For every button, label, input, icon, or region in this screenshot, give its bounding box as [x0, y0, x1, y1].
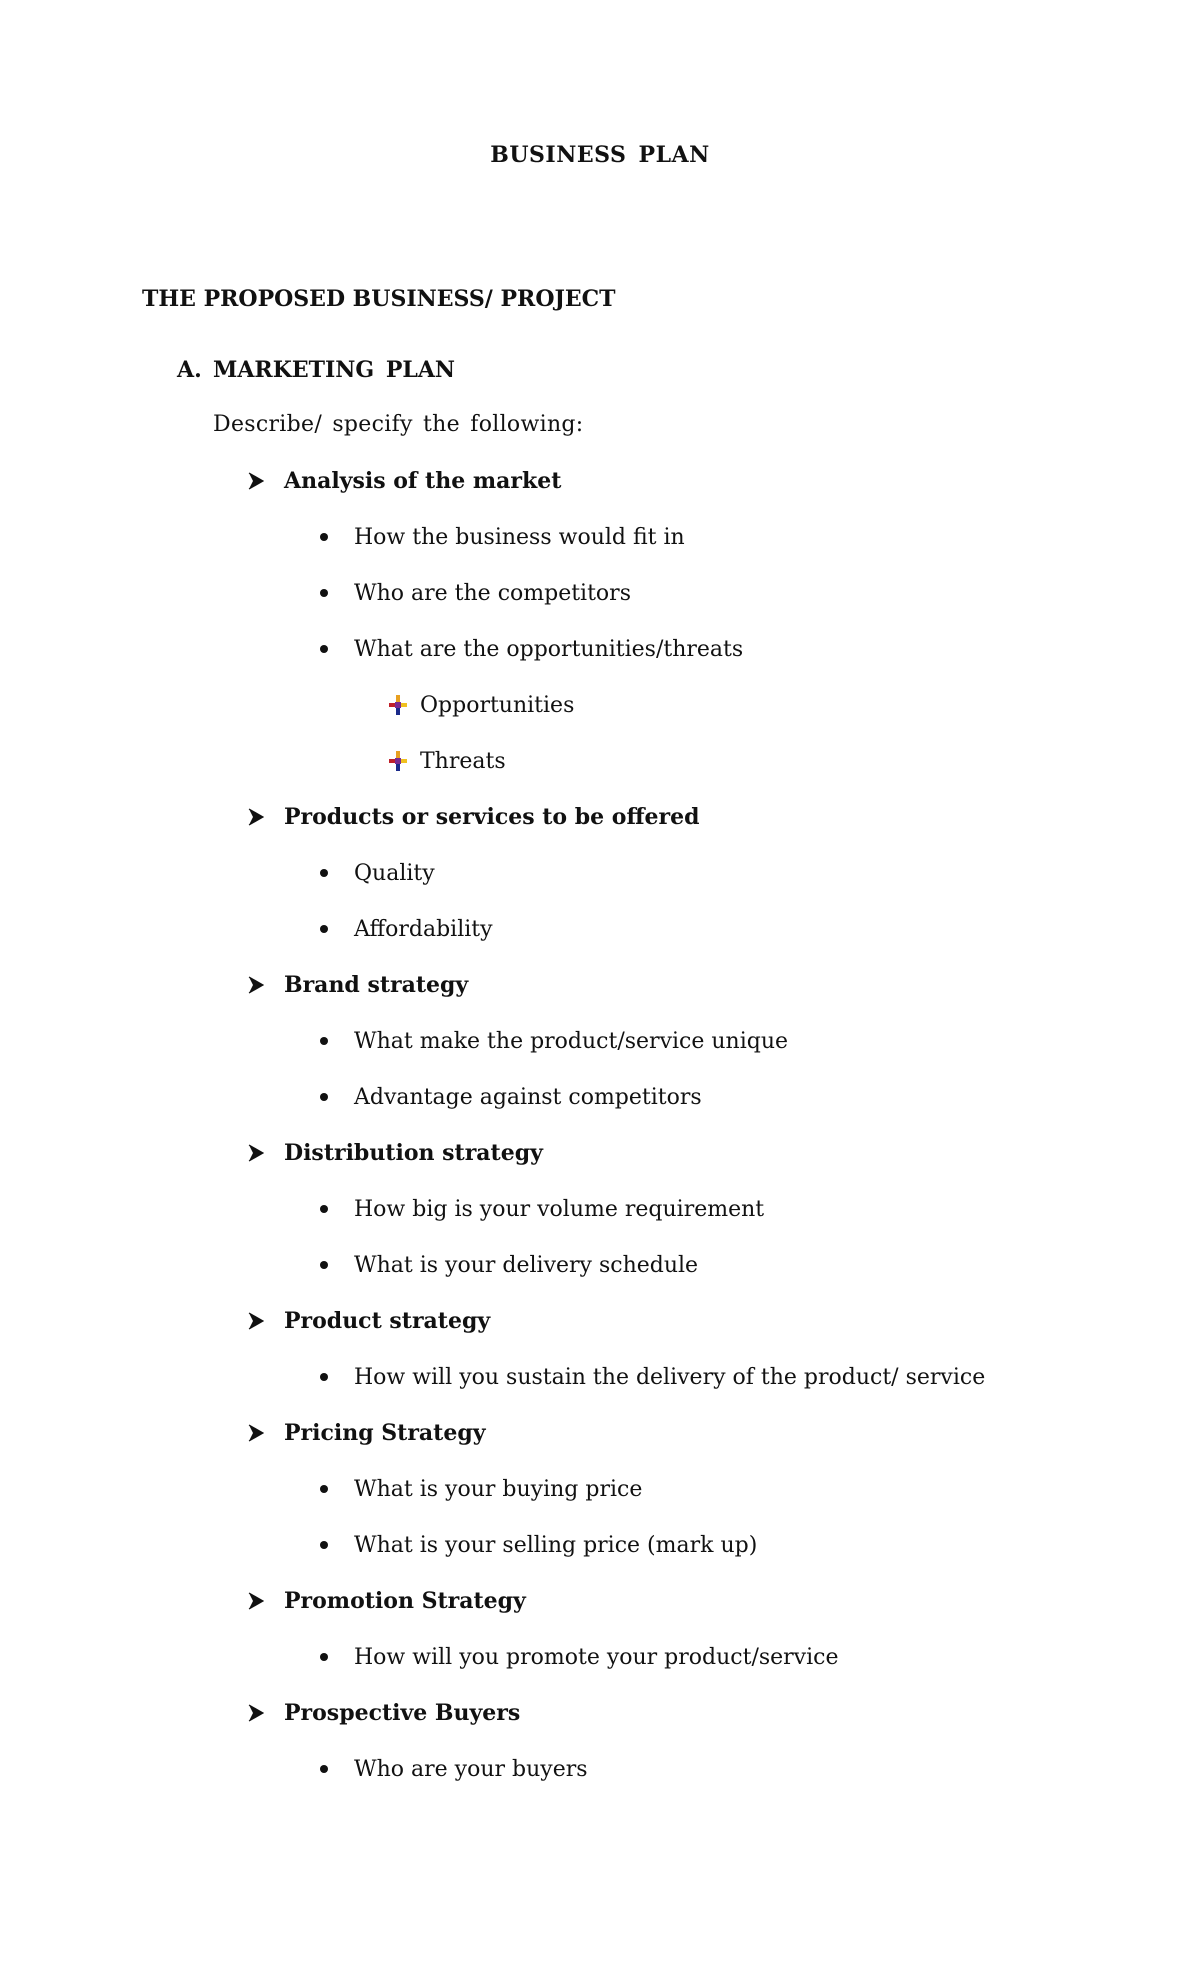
arrow-bullet-icon	[248, 802, 284, 832]
topic-heading-label: Distribution strategy	[284, 1140, 543, 1166]
bullet-icon	[318, 1474, 354, 1504]
topic-heading-label: Products or services to be offered	[284, 804, 700, 830]
sub-list-item-label: Threats	[420, 748, 506, 774]
list-item	[318, 1362, 985, 1392]
bullet-icon	[318, 1642, 354, 1672]
bullet-icon	[318, 1530, 354, 1560]
bullet-icon	[318, 578, 354, 608]
list-item	[318, 1474, 642, 1504]
bullet-icon	[318, 522, 354, 552]
topic-heading-label: Brand strategy	[284, 972, 469, 998]
list-item-label: How the business would fit in	[354, 524, 685, 550]
topic-heading-label: Product strategy	[284, 1308, 491, 1334]
list-item	[318, 1082, 702, 1112]
arrow-bullet-icon	[248, 466, 284, 496]
list-item	[318, 1754, 588, 1784]
topic-heading-label: Prospective Buyers	[284, 1700, 521, 1726]
bullet-icon	[318, 1250, 354, 1280]
bullet-icon	[318, 634, 354, 664]
topic-heading	[248, 1306, 490, 1336]
list-item-label: What is your selling price (mark up)	[354, 1532, 758, 1558]
list-item	[318, 522, 685, 552]
topic-heading	[248, 1586, 526, 1616]
list-item-label: How will you sustain the delivery of the product/ service	[354, 1364, 986, 1390]
list-item	[318, 1530, 757, 1560]
plus-bullet-icon	[388, 746, 420, 776]
arrow-bullet-icon	[248, 1698, 284, 1728]
list-item	[318, 1642, 838, 1672]
subsection-label: MARKETING PLAN	[213, 357, 456, 383]
arrow-bullet-icon	[248, 1586, 284, 1616]
topic-heading	[248, 970, 468, 1000]
sub-list-item-label: Opportunities	[420, 692, 575, 718]
list-item-label: Quality	[354, 860, 435, 886]
list-item	[318, 1194, 764, 1224]
topic-heading-label: Analysis of the market	[284, 468, 562, 494]
list-item-label: How will you promote your product/service	[354, 1644, 839, 1670]
topic-heading-label: Pricing Strategy	[284, 1420, 486, 1446]
list-item-label: Affordability	[354, 916, 493, 942]
list-item	[318, 858, 435, 888]
list-item-label: What make the product/service unique	[354, 1028, 789, 1054]
bullet-icon	[318, 858, 354, 888]
intro-text: Describe/ specify the following:	[213, 412, 584, 437]
list-item-label: What are the opportunities/threats	[354, 636, 744, 662]
bullet-icon	[318, 1362, 354, 1392]
list-item-label: Who are the competitors	[354, 580, 631, 606]
section-heading: THE PROPOSED BUSINESS/ PROJECT	[142, 286, 616, 312]
plus-bullet-icon	[388, 690, 420, 720]
subsection-letter: A.	[177, 357, 202, 383]
topic-heading	[248, 802, 700, 832]
arrow-bullet-icon	[248, 1306, 284, 1336]
topic-heading	[248, 466, 561, 496]
list-item	[318, 1250, 698, 1280]
bullet-icon	[318, 914, 354, 944]
list-item-label: What is your delivery schedule	[354, 1252, 699, 1278]
list-item-label: What is your buying price	[354, 1476, 643, 1502]
arrow-bullet-icon	[248, 1418, 284, 1448]
topic-heading-label: Promotion Strategy	[284, 1588, 526, 1614]
bullet-icon	[318, 1082, 354, 1112]
sub-list-item	[388, 690, 574, 720]
list-item	[318, 578, 631, 608]
sub-list-item	[388, 746, 506, 776]
arrow-bullet-icon	[248, 970, 284, 1000]
topic-heading	[248, 1698, 520, 1728]
bullet-icon	[318, 1754, 354, 1784]
subsection-heading	[177, 357, 455, 383]
topic-heading	[248, 1138, 543, 1168]
list-item	[318, 914, 493, 944]
list-item-label: Advantage against competitors	[354, 1084, 702, 1110]
list-item-label: How big is your volume requirement	[354, 1196, 765, 1222]
list-item-label: Who are your buyers	[354, 1756, 588, 1782]
topic-heading	[248, 1418, 486, 1448]
bullet-icon	[318, 1026, 354, 1056]
bullet-icon	[318, 1194, 354, 1224]
list-item	[318, 634, 743, 664]
list-item	[318, 1026, 788, 1056]
document-title: BUSINESS PLAN	[490, 142, 710, 168]
arrow-bullet-icon	[248, 1138, 284, 1168]
